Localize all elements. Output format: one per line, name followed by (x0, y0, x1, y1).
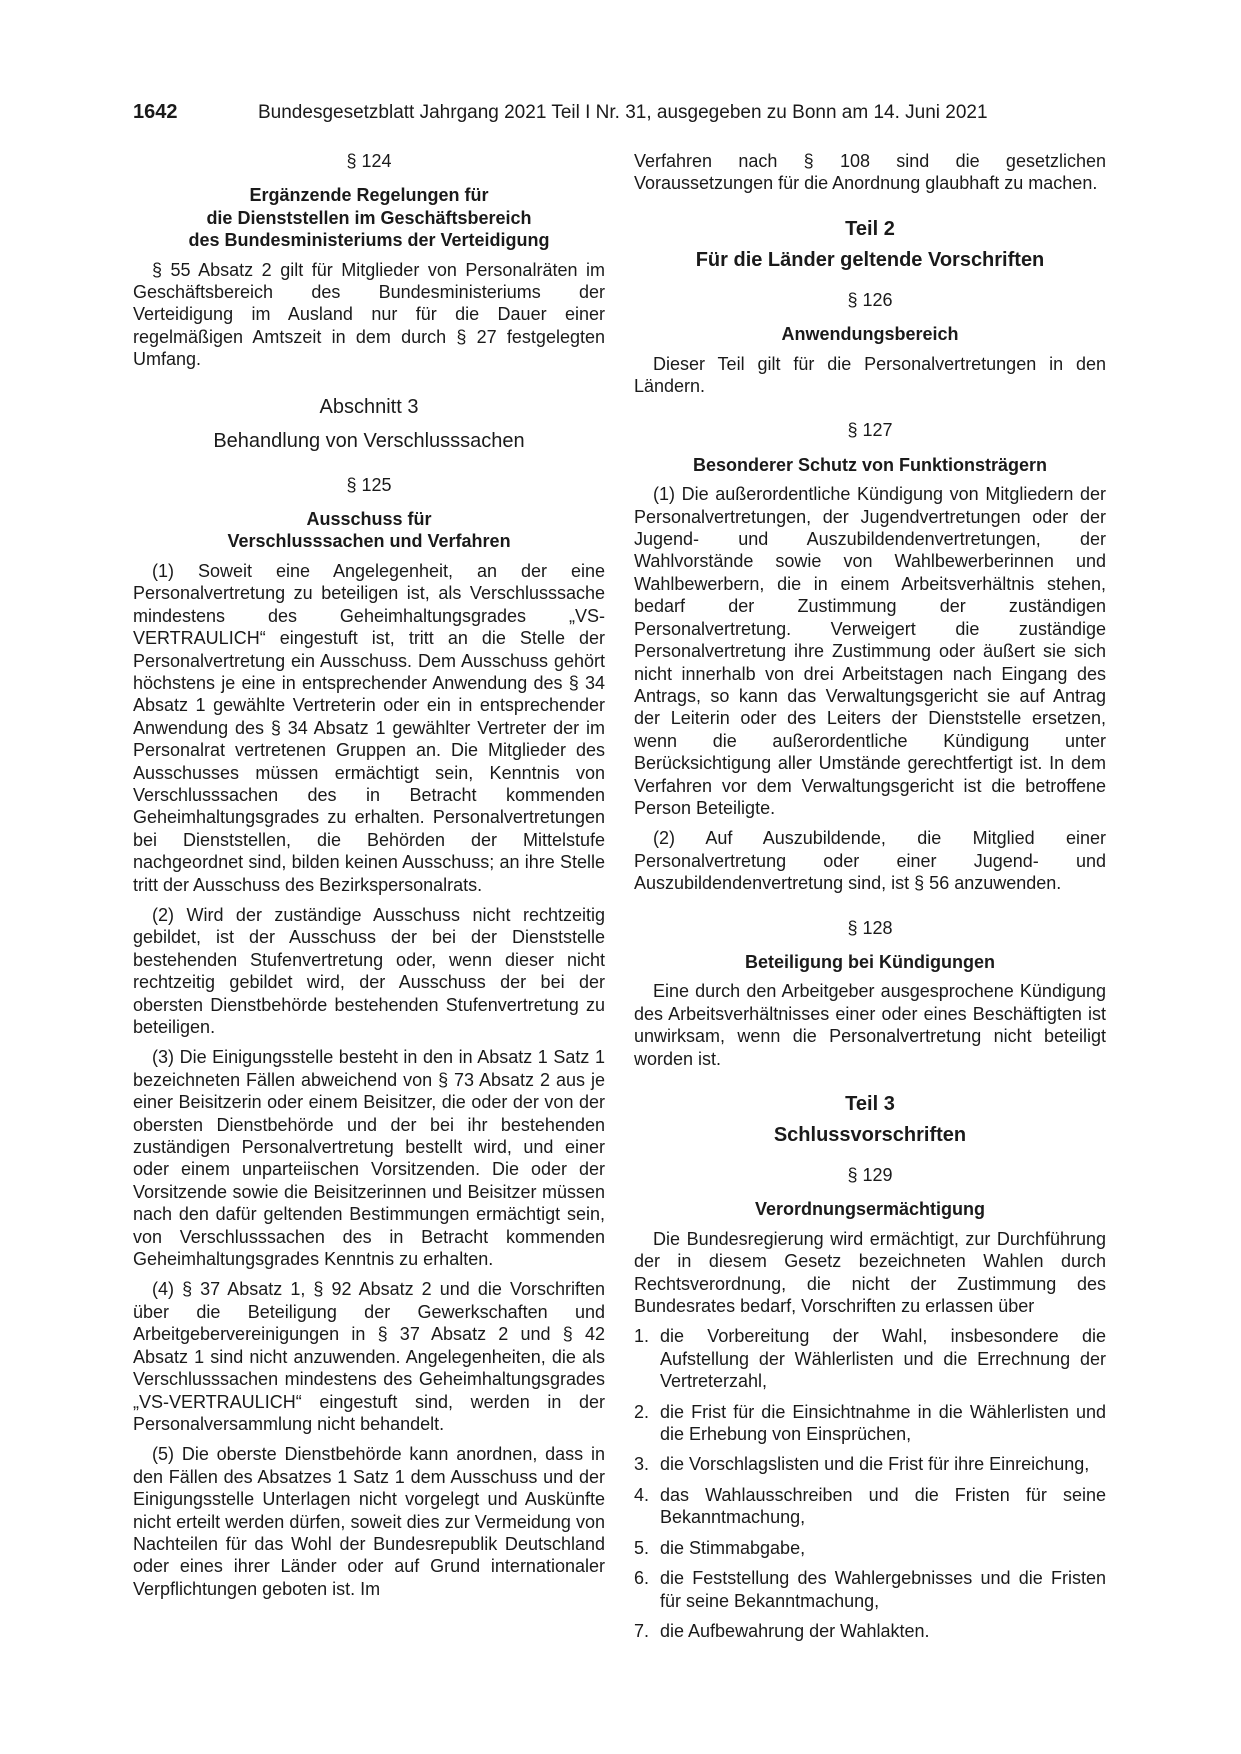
enumeration-129 (634, 1325, 1106, 1642)
list-item-number: 5. (634, 1537, 650, 1558)
list-item (634, 1325, 1106, 1392)
paragraph-124: § 55 Absatz 2 gilt für Mitglieder von Personalräten im Geschäftsbereich des Bundesministeriums der Verteidigung im Ausland nur für die Dauer einer regelmäßigen Amtszeit in dem durch § 27 festgelegten Umfang. (133, 259, 605, 370)
list-item-text: die Vorbereitung der Wahl, insbesondere die Aufstellung der Wählerlisten und die Errechnung der Vertreterzahl, (660, 1326, 1106, 1392)
paragraph-126: Dieser Teil gilt für die Personalvertretungen in den Ländern. (634, 353, 1106, 397)
section-title-127: Besonderer Schutz von Funktionsträgern (692, 454, 1048, 475)
list-item (634, 1453, 1106, 1475)
paragraph-125-5-continuation: Verfahren nach § 108 sind die gesetzlichen Voraussetzungen für die Anordnung glaubhaft zu machen. (634, 151, 1106, 194)
list-item-number: 2. (634, 1401, 650, 1422)
section-number-129: § 129 (847, 1165, 893, 1185)
list-item (634, 1484, 1106, 1529)
paragraph-125-3: (3) Die Einigungsstelle besteht in den in Absatz 1 Satz 1 bezeichneten Fällen abweichend von § 73 Absatz 2 aus je einer Beisitzerin oder einem Beisitzer, die oder der von der obersten Dienstbehörde und der bei ihr bestehenden zuständigen Personalvertretung bestellt wird, und einer oder einem unparteiischen Vorsitzenden. Die oder der Vorsitzende sowie die Beisitzerinnen und Beisitzer müssen nach den dafür geltenden Bestimmungen ermächtigt sein, von Verschlusssachen des in Betracht kommenden Geheimhaltungsgrades Kenntnis zu erhalten. (133, 1047, 605, 1270)
teil-2-label: Teil 2 (845, 217, 895, 240)
paragraph-127-2: (2) Auf Auszubildende, die Mitglied einer Personalvertretung oder einer Jugend- und Auszubildendenvertretung sind, ist § 56 anzuwenden. (634, 828, 1106, 894)
list-item (634, 1537, 1106, 1559)
list-item-number: 3. (634, 1454, 650, 1475)
paragraph-125-4: (4) § 37 Absatz 1, § 92 Absatz 2 und die Vorschriften über die Beteiligung der Gewerkschaften und Arbeitgebervereinigungen in § 37 Absatz 2 und § 42 Absatz 1 sind nicht anzuwenden. Angelegenheiten, die als Verschlusssachen mindestens des Geheimhaltungsgrades „VS-VERTRAULICH“ eingestuft sind, werden in der Personalversammlung nicht behandelt. (133, 1279, 605, 1434)
list-item (634, 1401, 1106, 1446)
section-number-126: § 126 (847, 289, 893, 310)
section-title-125-line1: Ausschuss für (306, 509, 432, 530)
section-number-127: § 127 (847, 420, 893, 441)
paragraph-125-1: (1) Soweit eine Angelegenheit, an der eine Personalvertretung zu beteiligen ist, als Verschlusssache mindestens des Geheimhaltungsgrades „VS-VERTRAULICH“ eingestuft ist, tritt an die Stelle der Personalvertretung ein Ausschuss. Dem Ausschuss gehört höchstens je eine in entsprechender Anwendung des § 34 Absatz 1 gewählte Vertreterin oder ein in entsprechender Anwendung des § 34 Absatz 1 gewählter Vertreter der im Personalrat vertretenen Gruppen an. Die Mitglieder des Ausschusses müssen ermächtigt sein, Kenntnis von Verschlusssachen des in Betracht kommenden Geheimhaltungsgrades zu erhalten. Personalvertretungen bei Dienststellen, die Behörden der Mittelstufe nachgeordnet sind, bilden keinen Ausschuss; an ihre Stelle tritt der Ausschuss des Bezirkspersonalrats. (133, 560, 605, 895)
abschnitt-title: Behandlung von Verschlusssachen (213, 429, 525, 452)
section-title-125 (133, 508, 605, 553)
section-title-128: Beteiligung bei Kündigungen (745, 951, 995, 972)
list-item-number: 4. (634, 1484, 650, 1505)
section-number-125: § 125 (346, 474, 392, 495)
section-number-124: § 124 (346, 151, 392, 171)
teil-2-title: Für die Länder geltende Vorschriften (695, 248, 1045, 271)
running-title: Bundesgesetzblatt Jahrgang 2021 Teil I Nr. 31, ausgegeben zu Bonn am 14. Juni 2021 (258, 102, 988, 123)
paragraph-125-2: (2) Wird der zuständige Ausschuss nicht rechtzeitig gebildet, ist der Ausschuss der bei der Dienststelle bestehenden Stufenvertretung oder, wenn dieser nicht rechtzeitig gebildet wird, der Ausschuss der bei der obersten Dienstbehörde bestehenden Stufenvertretung zu beteiligen. (133, 904, 605, 1037)
paragraph-129: Die Bundesregierung wird ermächtigt, zur Durchführung der in diesem Gesetz bezeichneten Wahlen durch Rechtsverordnung, die nicht der Zustimmung des Bundesrates bedarf, Vorschriften zu erlassen über (634, 1228, 1106, 1317)
paragraph-127-1: (1) Die außerordentliche Kündigung von Mitgliedern der Personalvertretungen, der Jugendvertretungen oder der Jugend- und Auszubildendenvertretungen, der Wahlvorstände sowie von Wahlbewerberinnen und Wahlbewerbern, die in einem Arbeitsverhältnis stehen, bedarf der Zustimmung der zuständigen Personalvertretung. Verweigert die zuständige Personalvertretung ihre Zustimmung oder äußert sie sich nicht innerhalb von drei Arbeitstagen nach Eingang des Antrags, so kann das Verwaltungsgericht sie auf Antrag der Leiterin oder des Leiters der Dienststelle ersetzen, wenn die außerordentliche Kündigung unter Berücksichtigung aller Umstände gerechtfertigt ist. In dem Verfahren vor dem Verwaltungsgericht ist die betroffene Person Beteiligte. (634, 484, 1106, 818)
section-title-129: Verordnungsermächtigung (754, 1199, 986, 1220)
list-item-text: die Feststellung des Wahlergebnisses und die Fristen für seine Bekanntmachung, (660, 1568, 1106, 1611)
abschnitt-label: Abschnitt 3 (319, 395, 419, 418)
section-title-126: Anwendungsbereich (781, 324, 959, 345)
section-title-124-line3: des Bundesministeriums der Verteidigung (188, 230, 550, 251)
section-number-128: § 128 (847, 917, 893, 938)
section-title-125-line2: Verschlusssachen und Verfahren (227, 531, 511, 552)
right-column (634, 150, 1106, 1650)
list-item (634, 1620, 1106, 1642)
paragraph-125-5: (5) Die oberste Dienstbehörde kann anordnen, dass in den Fällen des Absatzes 1 Satz 1 dem Ausschuss und der Einigungsstelle Unterlagen nicht vorgelegt und Auskünfte nicht erteilt werden dürfen, soweit dies zur Vermeidung von Nachteilen für das Wohl der Bundesrepublik Deutschland oder eines ihrer Länder oder auf Grund internationaler Verpflichtungen geboten ist. Im (133, 1444, 605, 1599)
list-item-text: die Stimmabgabe, (660, 1537, 806, 1558)
list-item (634, 1567, 1106, 1612)
section-title-124-line1: Ergänzende Regelungen für (249, 185, 489, 206)
section-title-124 (133, 184, 605, 251)
page-header (133, 100, 1113, 125)
list-item-text: die Frist für die Einsichtnahme in die Wählerlisten und die Erhebung von Einsprüchen, (660, 1401, 1106, 1445)
section-title-124-line2: die Dienststellen im Geschäftsbereich (206, 207, 532, 228)
teil-3-label: Teil 3 (845, 1093, 895, 1115)
page-number: 1642 (133, 101, 178, 123)
paragraph-128: Eine durch den Arbeitgeber ausgesprochene Kündigung des Arbeitsverhältnisses einer oder eines Beschäftigten ist unwirksam, wenn die Personalvertretung nicht beteiligt worden ist. (634, 981, 1106, 1069)
list-item-number: 6. (634, 1568, 650, 1589)
list-item-text: die Vorschlagslisten und die Frist für ihre Einreichung, (660, 1454, 1090, 1475)
list-item-number: 7. (634, 1620, 650, 1641)
teil-3-title: Schlussvorschriften (773, 1124, 967, 1146)
list-item-text: das Wahlausschreiben und die Fristen für seine Bekanntmachung, (660, 1484, 1106, 1528)
list-item-text: die Aufbewahrung der Wahlakten. (660, 1620, 930, 1641)
left-column (133, 150, 605, 1608)
list-item-number: 1. (634, 1326, 650, 1347)
